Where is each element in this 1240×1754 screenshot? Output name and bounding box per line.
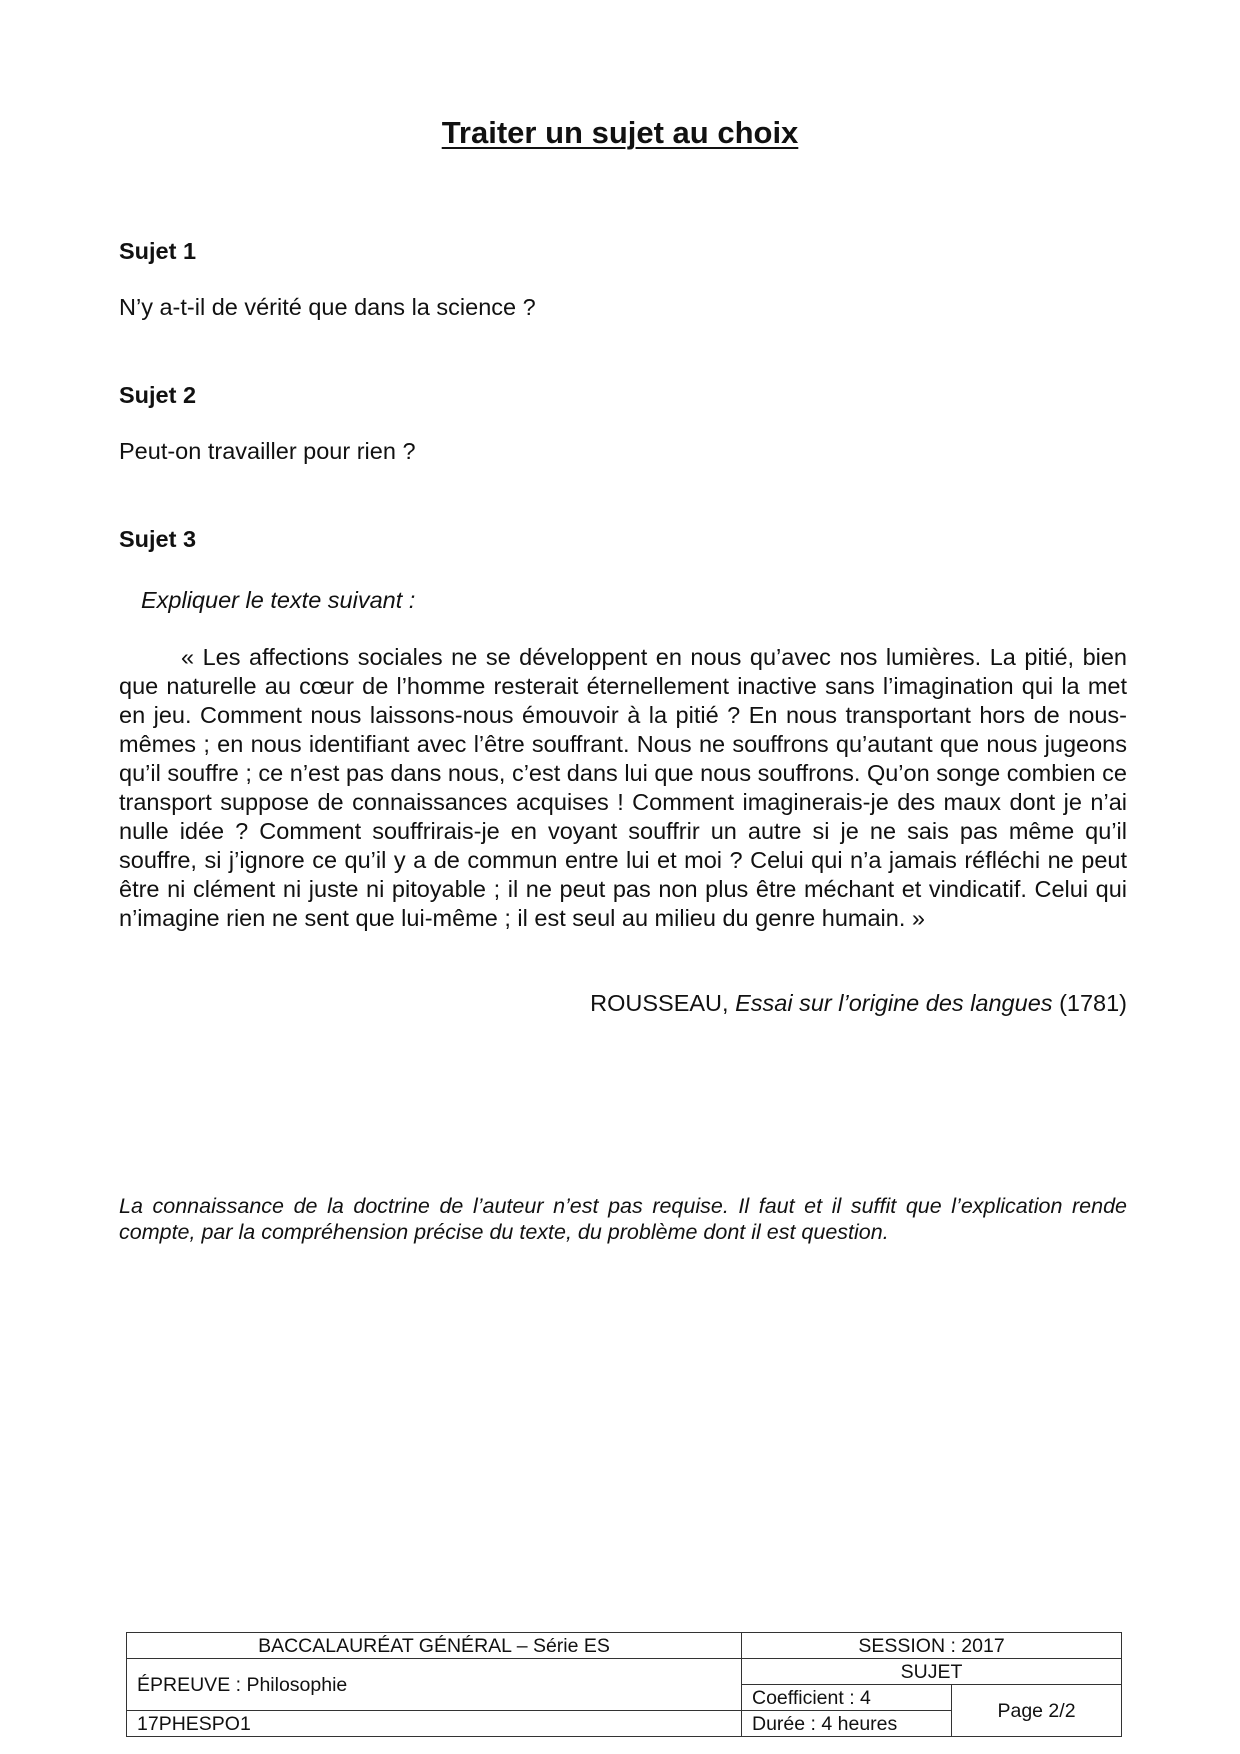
explanation-note: La connaissance de la doctrine de l’auteur n’est pas requise. Il faut et il suffit que l’explication rende compte, par la compréhension précise du texte, du problème dont il est question.: [119, 1194, 1127, 1244]
subject-1-question: N’y a-t-il de vérité que dans la science ?: [119, 294, 536, 320]
text-instruction: Expliquer le texte suivant :: [141, 587, 416, 613]
exam-info-table: [126, 1632, 1122, 1737]
citation-year: (1781): [1059, 990, 1127, 1016]
citation-work: Essai sur l’origine des langues: [735, 990, 1053, 1016]
sujet-cell: SUJET: [742, 1659, 1122, 1685]
citation: [590, 990, 1127, 1017]
citation-author: ROUSSEAU,: [590, 990, 729, 1016]
page-number-cell: Page 2/2: [952, 1685, 1122, 1737]
subject-1-heading: Sujet 1: [119, 238, 197, 264]
exam-code-cell: 17PHESPO1: [127, 1711, 742, 1737]
subject-2-heading: Sujet 2: [119, 382, 197, 408]
page-title: Traiter un sujet au choix: [441, 115, 799, 150]
session-cell: SESSION : 2017: [742, 1633, 1122, 1659]
epreuve-cell: ÉPREUVE : Philosophie: [127, 1659, 742, 1711]
duration-cell: Durée : 4 heures: [742, 1711, 952, 1737]
subject-2-question: Peut-on travailler pour rien ?: [119, 438, 416, 464]
quoted-passage: « Les affections sociales ne se développent en nous qu’avec nos lumières. La pitié, bien que naturelle au cœur de l’homme resterait éternellement inactive sans l’imagination qui la met en jeu. Comment nous laissons-nous émouvoir à la pitié ? En nous transportant hors de nous-mêmes ; en nous identifiant avec l’être souffrant. Nous ne souffrons qu’autant que nous jugeons qu’il souffre ; ce n’est pas dans nous, c’est dans lui que nous souffrons. Qu’on songe combien ce transport suppose de connaissances acquises ! Comment imaginerais-je des maux dont je n’ai nulle idée ? Comment souffrirais-je en voyant souffrir un autre si je ne sais pas même qu’il souffre, si j’ignore ce qu’il y a de commun entre lui et moi ? Celui qui n’a jamais réfléchi ne peut être ni clément ni juste ni pitoyable ; il ne peut pas non plus être méchant et vindicatif. Celui qui n’imagine rien ne sent que lui-même ; il est seul au milieu du genre humain. »: [119, 644, 1127, 931]
exam-title-cell: BACCALAURÉAT GÉNÉRAL – Série ES: [127, 1633, 742, 1659]
subject-3-heading: Sujet 3: [119, 526, 197, 552]
coefficient-cell: Coefficient : 4: [742, 1685, 952, 1711]
